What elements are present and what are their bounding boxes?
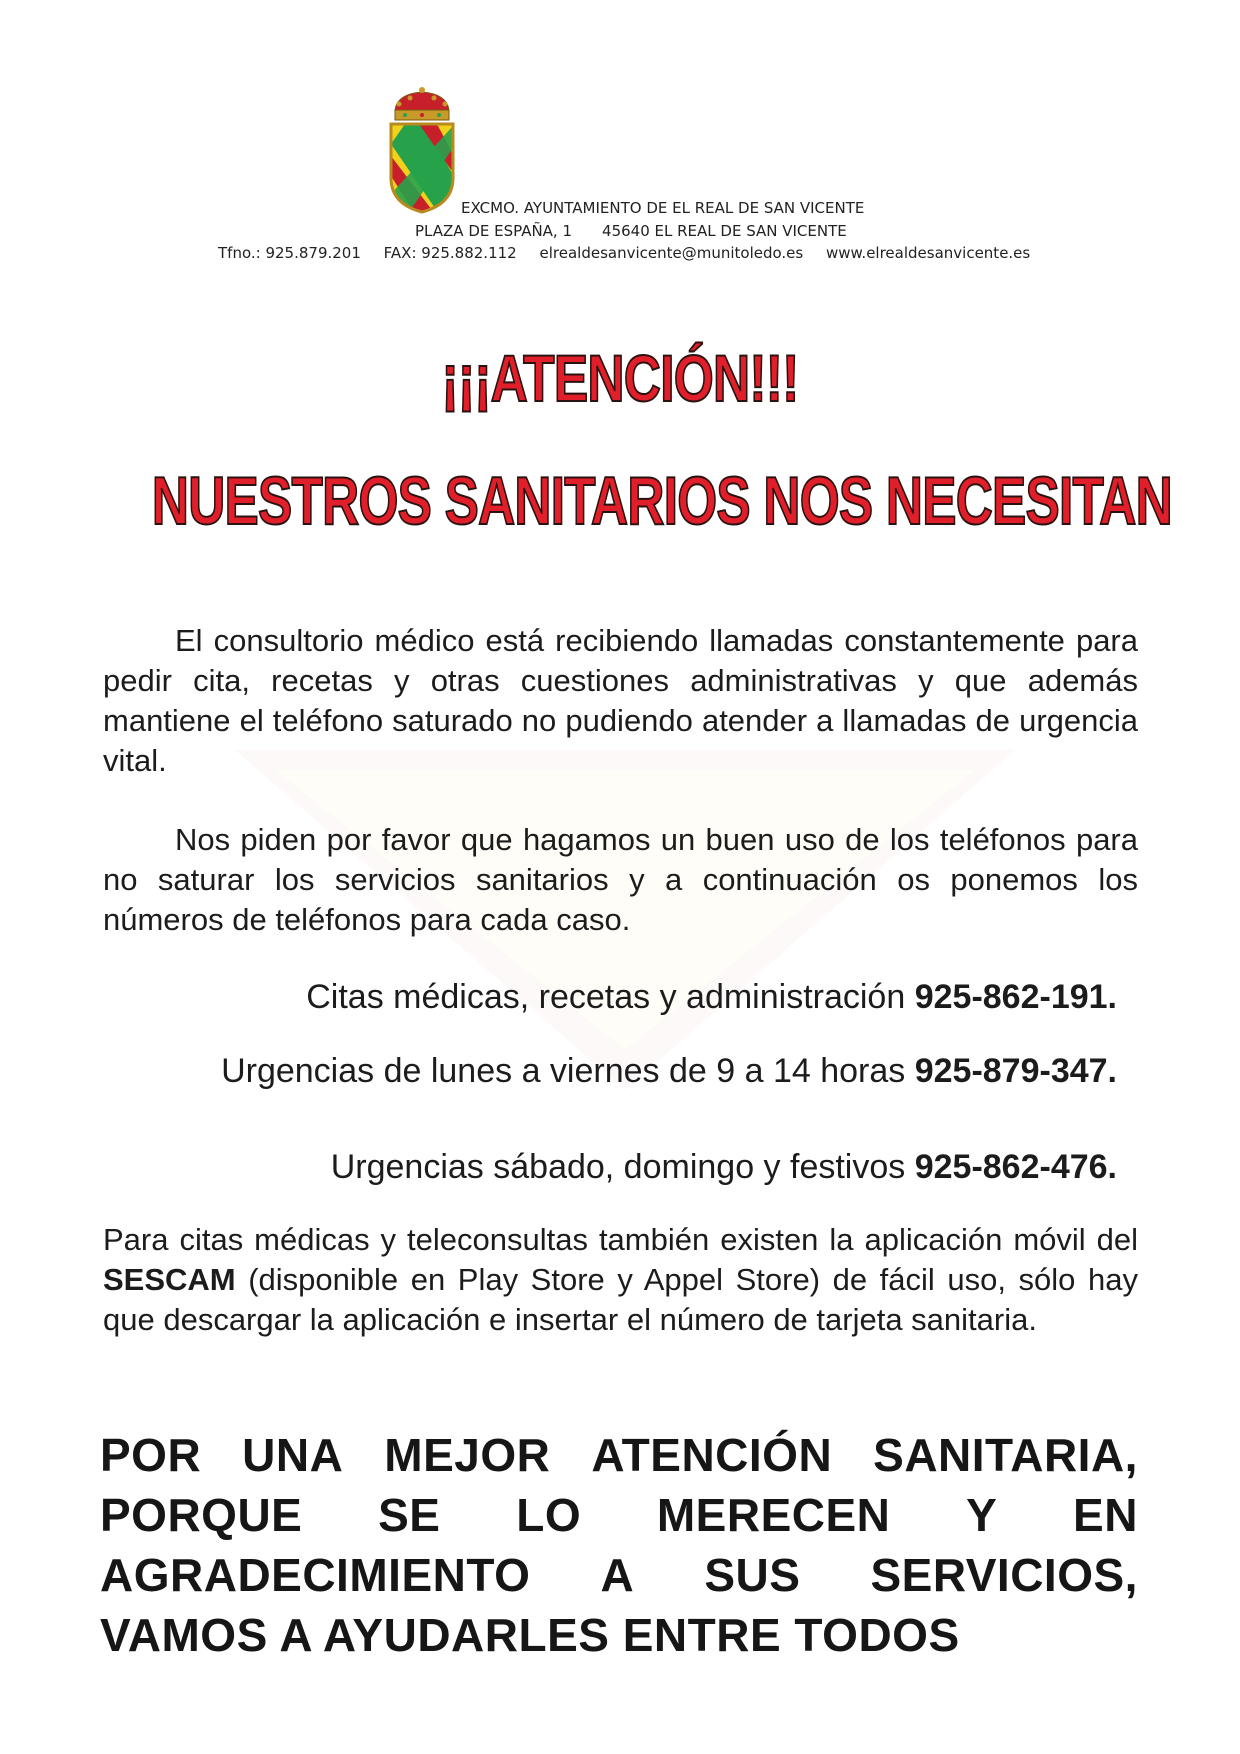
closing-line-2 [100, 1485, 1138, 1545]
phone-label: Urgencias de lunes a viernes de 9 a 14 horas [221, 1052, 906, 1090]
phone-number: 925-879-347. [914, 1052, 1117, 1090]
slogan-word: SANITARIA, [873, 1429, 1138, 1481]
institution-address [415, 222, 847, 240]
crown-icon [395, 87, 449, 120]
phone-line-weekend-emergencies [331, 1148, 1117, 1187]
slogan-word: PORQUE [100, 1489, 303, 1541]
slogan-word: MERECEN [656, 1489, 891, 1541]
coat-of-arms-icon [385, 86, 459, 214]
main-headline: NUESTROS SANITARIOS NOS NECESITAN [151, 463, 1172, 539]
slogan-word: EN [1073, 1489, 1138, 1541]
closing-line-4: VAMOS A AYUDARLES ENTRE TODOS [100, 1609, 960, 1661]
sescam-brand: SESCAM [103, 1262, 236, 1297]
slogan-word: ATENCIÓN [591, 1429, 833, 1481]
street-address: PLAZA DE ESPAÑA, 1 [415, 222, 573, 240]
slogan-word: POR [100, 1429, 202, 1481]
slogan-word: SERVICIOS, [870, 1549, 1138, 1601]
slogan-word: AGRADECIMIENTO [100, 1549, 531, 1601]
phone-line-appointments [306, 978, 1117, 1017]
slogan-word: MEJOR [384, 1429, 551, 1481]
slogan-word: UNA [242, 1429, 344, 1481]
paragraph-app-info [103, 1220, 1138, 1340]
slogan-word: SE [378, 1489, 441, 1541]
contact-line [218, 244, 1030, 262]
slogan-word: Y [966, 1489, 998, 1541]
phone-line-weekday-emergencies [221, 1052, 1117, 1091]
paragraph-request: Nos piden por favor que hagamos un buen uso de los teléfonos para no saturar los servicios sanitarios y a continuación os ponemos los números de teléfonos para cada caso. [103, 822, 1138, 937]
postal-address: 45640 EL REAL DE SAN VICENTE [602, 222, 847, 240]
phone-number: 925-862-476. [914, 1148, 1117, 1186]
attention-heading: ¡¡¡ATENCIÓN!!! [441, 341, 799, 415]
slogan-word: LO [516, 1489, 582, 1541]
closing-line-3 [100, 1545, 1138, 1605]
institution-name: EXCMO. AYUNTAMIENTO DE EL REAL DE SAN VICENTE [461, 199, 865, 217]
closing-line-1 [100, 1425, 1138, 1485]
slogan-word: SUS [704, 1549, 801, 1601]
phone-label: Urgencias sábado, domingo y festivos [330, 1148, 906, 1186]
phone-label: Citas médicas, recetas y administración [306, 978, 906, 1016]
website-link[interactable]: www.elrealdesanvicente.es [826, 244, 1031, 262]
phone-number: 925-862-191. [914, 978, 1117, 1016]
fax-number: FAX: 925.882.112 [383, 244, 517, 262]
closing-slogan [100, 1425, 1138, 1665]
app-text-before: Para citas médicas y teleconsultas también existen la aplicación móvil del [103, 1222, 1138, 1257]
slogan-word: A [600, 1549, 635, 1601]
phone-number: Tfno.: 925.879.201 [218, 244, 361, 262]
app-text-after: (disponible en Play Store y Appel Store) de fácil uso, sólo hay que descargar la aplicación e insertar el número de tarjeta sanitaria. [103, 1262, 1138, 1337]
paragraph-intro: El consultorio médico está recibiendo llamadas constantemente para pedir cita, recetas y otras cuestiones administrativas y que además mantiene el teléfono saturado no pudiendo atender a llamadas de urgencia vital. [103, 623, 1138, 778]
email-link[interactable]: elrealdesanvicente@munitoledo.es [539, 244, 804, 262]
